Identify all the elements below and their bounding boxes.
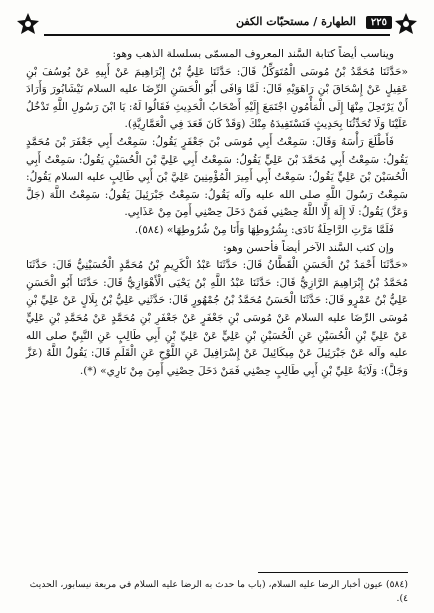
hadith-quote: «حَدَّثَنَا مُحَمَّدُ بْنُ مُوسَى الْمُتَوَكِّلُ قَالَ: حَدَّثَنَا عَلِيُّ بْنُ إِبْرَاهِيمَ عَنْ أَبِيهِ عَنْ يُوسُفَ بْنِ عَقِيلٍ عَنْ إِسْحَاقَ بْنِ رَاهَوَيْهِ قَالَ: لَمَّا وَافَى أَبُو الْحَسَنِ الرِّضَا عليه السلام نَيْشَابُورَ وَأَرَادَ أَنْ يَرْتَحِلَ مِنْهَا إِلَى الْمَأْمُونِ اجْتَمَعَ إِلَيْهِ أَصْحَابُ الْحَدِيثِ فَقَالُوا لَهُ: يَا ابْنَ رَسُولِ اللَّهِ تَدْخُلُ عَلَيْنَا وَلَا تُحَدِّثُنَا بِحَدِيثٍ فَنَسْتَفِيدَهُ مِنْكَ (وَقَدْ كَانَ قَعَدَ فِي الْعَمَّارِيَّةِ). [26, 65, 408, 131]
footnote-rule [258, 572, 408, 573]
hadith-quote: «حَدَّثَنَا أَحْمَدُ بْنُ الْحَسَنِ الْقَطَّانُ قَالَ: حَدَّثَنَا عَبْدُ الْكَرِيمِ بْنُ مُحَمَّدٍ الْحُسَيْنِيُّ قَالَ: حَدَّثَنَا مُحَمَّدُ بْنُ إِبْرَاهِيمَ الرَّازِيُّ قَالَ: حَدَّثَنَا عَبْدُ اللَّهِ بْنُ يَحْيَى الْأَهْوَازِيُّ قَالَ: حَدَّثَنَا أَبُو الْحَسَنِ عَلِيُّ بْنُ عَمْرٍو قَالَ: حَدَّثَنَا الْحَسَنُ مُحَمَّدُ بْنُ جُمْهُورٍ قَالَ: حَدَّثَنِي عَلِيُّ بْنُ بِلَالٍ عَنْ عَلِيِّ بْنِ مُوسَى الرِّضَا عليه السلام عَنْ مُوسَى بْنِ جَعْفَرٍ عَنْ جَعْفَرِ بْنِ مُحَمَّدٍ عَنْ مُحَمَّدِ بْنِ عَلِيٍّ عَنْ عَلِيِّ بْنِ الْحُسَيْنِ عَنِ الْحُسَيْنِ بْنِ عَلِيٍّ عَنْ عَلِيِّ بْنِ أَبِي طَالِبٍ عَنِ النَّبِيِّ صلى الله عليه وآله عَنْ جَبْرَئِيلَ عَنْ مِيكَائِيلَ عَنْ إِسْرَافِيلَ عَنِ اللَّوْحِ عَنِ الْقَلَمِ قَالَ: يَقُولُ اللَّهُ (عَزَّ وَجَلَّ): وَلَايَةُ عَلِيِّ بْنِ أَبِي طَالِبٍ حِصْنِي فَمَنْ دَخَلَ حِصْنِي أَمِنَ مِنْ نَارِي» (*). [26, 259, 408, 377]
ornament-icon [16, 12, 40, 36]
running-title: الطهارة / مستحبّات الكفن [235, 15, 356, 28]
paragraph: فَأَطْلَعَ رَأْسَهُ وَقَالَ: سَمِعْتُ أَبِي مُوسَى بْنَ جَعْفَرٍ يَقُولُ: سَمِعْتُ أَبِي جَعْفَرَ بْنَ مُحَمَّدٍ يَقُولُ: سَمِعْتُ أَبِي مُحَمَّدَ بْنَ عَلِيٍّ يَقُولُ: سَمِعْتُ أَبِي عَلِيَّ بْنَ الْحُسَيْنِ يَقُولُ: سَمِعْتُ أَبِي الْحُسَيْنَ بْنَ عَلِيٍّ يَقُولُ: سَمِعْتُ أَبِي أَمِيرَ الْمُؤْمِنِينَ عَلِيَّ بْنَ أَبِي طَالِبٍ عليه السلام يَقُولُ: سَمِعْتُ رَسُولَ اللَّهِ صلى الله عليه وآله يَقُولُ: سَمِعْتُ جَبْرَئِيلَ يَقُولُ: سَمِعْتُ اللَّهَ (جَلَّ وَعَزَّ) يَقُولُ: لَا إِلَهَ إِلَّا اللَّهُ حِصْنِي فَمَنْ دَخَلَ حِصْنِي أَمِنَ مِنْ عَذَابِي. [26, 135, 408, 219]
footnote: (٥٨٤) عيون أخبار الرضا عليه السلام، (باب ما حدث به الرضا عليه السلام في مربعة نيسابور، الحديث ٤). [29, 579, 408, 604]
page-header [14, 12, 420, 42]
page-number: ٢٢٥ [366, 16, 392, 29]
paragraph: ويناسب أيضاً كتابة السَّند المعروف المسمّى بسلسلة الذهب وهو: [112, 48, 394, 60]
ornament-icon [394, 12, 418, 36]
paragraph: وإن كتب السَّند الآخر أيضاً فأحسن وهو: [223, 241, 394, 254]
body-text [26, 46, 408, 380]
paragraph: فَلَمَّا مَرَّتِ الرَّاحِلَةُ نَادَى: بِشُرُوطِهَا وَأَنَا مِنْ شُرُوطِهَا» (٥٨٤). [134, 223, 394, 236]
header-rule [44, 34, 390, 36]
